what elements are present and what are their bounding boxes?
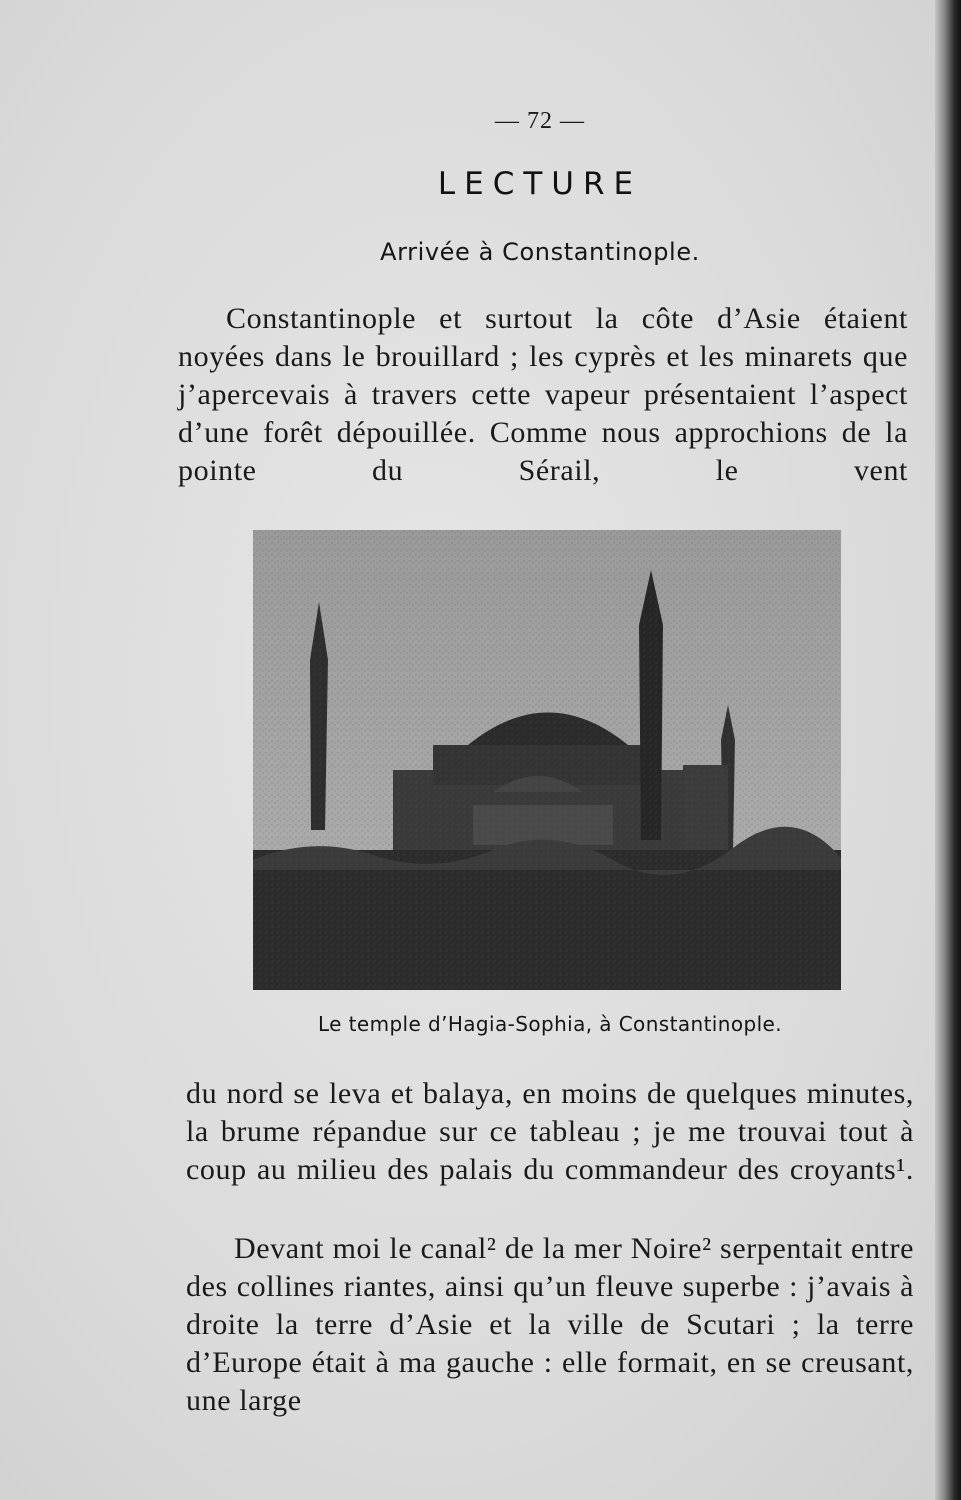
paragraph-2: du nord se leva et balaya, en moins de quelques minutes, la brume répandue sur ce tableau ; je me trouvai tout à coup au milieu des palais du commandeur des croyants¹. — [186, 1077, 914, 1186]
figure-caption: Le temple d’Hagia-Sophia, à Constantinople. — [317, 1012, 782, 1036]
hagia-sophia-illustration — [253, 530, 841, 990]
book-spine-shadow — [935, 0, 961, 1500]
paragraph-3: Devant moi le canal² de la mer Noire² serpentait entre des collines riantes, ainsi qu’un fleuve superbe : j’avais à droite la terre d’Asie et la ville de Scutari ; la terre d’Europe était à ma gauche : elle formait, en se creusant, une large — [186, 1232, 914, 1417]
paragraph-1: Constantinople et surtout la côte d’Asie étaient noyées dans le brouillard ; les cyprès et les minarets que j’apercevais à travers cette vapeur présentaient l’aspect d’une forêt dépouillée. Comme nous approchions de la pointe du Sérail, le vent — [178, 302, 908, 487]
page-number: — 72 — — [495, 108, 585, 134]
section-title: LECTURE — [437, 166, 643, 202]
reading-subtitle: Arrivée à Constantinople. — [380, 238, 700, 266]
hagia-sophia-photo — [253, 530, 841, 990]
